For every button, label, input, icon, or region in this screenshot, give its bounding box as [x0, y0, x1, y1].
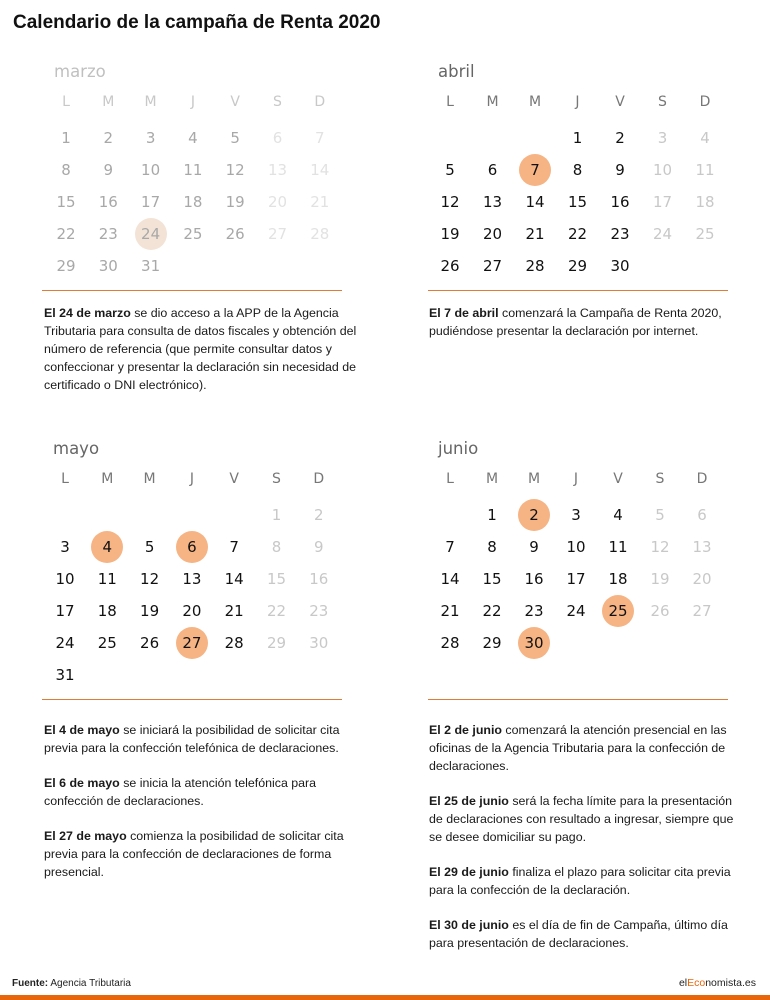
- brand-pre: el: [678, 977, 688, 989]
- event-note: [44, 827, 359, 881]
- calendar-day: 23: [98, 225, 118, 243]
- calendar-day-highlighted: 24: [141, 225, 161, 243]
- calendar-day-highlighted: 2: [529, 506, 539, 524]
- calendar-day: 9: [314, 538, 324, 556]
- month-divider: [42, 699, 342, 700]
- weekday-header: M: [486, 94, 499, 110]
- event-description: se iniciará la posibilidad de solicitar cita previa para la confección telefónica de declaraciones.: [44, 723, 340, 755]
- weekday-header: M: [101, 471, 114, 487]
- calendar-day: 31: [141, 257, 161, 275]
- calendar-day: 15: [567, 193, 588, 211]
- calendar-day: 26: [650, 602, 670, 620]
- calendar-day: 17: [141, 193, 161, 211]
- weekday-header: D: [699, 94, 711, 110]
- event-note: [429, 721, 744, 775]
- calendar-day: 4: [188, 129, 198, 147]
- event-date: El 25 de junio: [429, 794, 509, 808]
- calendar-day: 6: [272, 129, 283, 147]
- calendar-day: 25: [695, 225, 715, 243]
- calendar-day: 5: [655, 506, 665, 524]
- source-value: Agencia Tributaria: [50, 978, 131, 989]
- weekday-header: M: [143, 471, 156, 487]
- calendar-day: 5: [144, 538, 155, 556]
- calendar-day: 21: [310, 193, 330, 211]
- calendar-day: 8: [271, 538, 282, 556]
- calendar-day: 1: [487, 506, 497, 524]
- event-description: comenzará la atención presencial en las oficinas de la Agencia Tributaria para la confección de declaraciones.: [429, 723, 727, 773]
- calendar-day: 16: [610, 193, 630, 211]
- calendar-day-highlighted: 4: [102, 538, 113, 556]
- calendar-day: 14: [310, 161, 330, 179]
- weekday-header: V: [229, 471, 239, 487]
- calendar-day: 5: [230, 129, 240, 147]
- weekday-header: D: [314, 94, 326, 110]
- calendar-day: 25: [183, 225, 203, 243]
- weekday-header: S: [273, 94, 282, 110]
- calendar-day-highlighted: 27: [182, 634, 202, 652]
- calendar-day: 4: [700, 129, 710, 147]
- calendar-day-highlighted: 7: [530, 161, 540, 179]
- event-note: [44, 774, 359, 810]
- calendar-day: 23: [524, 602, 544, 620]
- weekday-header: J: [573, 471, 579, 487]
- calendar-day: 1: [572, 129, 583, 147]
- calendar-day: 30: [610, 257, 630, 275]
- calendar-day: 22: [56, 225, 76, 243]
- calendar-day: 8: [572, 161, 583, 179]
- calendar-day: 20: [267, 193, 288, 211]
- calendar-day: 18: [183, 193, 203, 211]
- calendar-day: 24: [566, 602, 586, 620]
- calendar-day: 19: [440, 225, 460, 243]
- calendar-day: 22: [482, 602, 502, 620]
- weekday-header: S: [658, 94, 667, 110]
- month-name-marzo: marzo: [54, 62, 106, 81]
- calendar-day: 27: [267, 225, 288, 243]
- calendar-day: 10: [566, 538, 586, 556]
- weekday-header: S: [655, 471, 665, 487]
- calendar-day: 21: [525, 225, 545, 243]
- weekday-header: L: [61, 471, 69, 487]
- calendar-day: 11: [608, 538, 628, 556]
- calendar-day: 11: [183, 161, 203, 179]
- calendar-day: 29: [567, 257, 588, 275]
- calendar-day: 11: [97, 570, 117, 588]
- weekday-header: S: [272, 471, 281, 487]
- weekday-header: J: [190, 94, 195, 110]
- calendar-day: 26: [225, 225, 245, 243]
- calendar-day: 13: [267, 161, 288, 179]
- calendar-day: 13: [182, 570, 202, 588]
- calendar-day: 27: [482, 257, 503, 275]
- event-description: finaliza el plazo para solicitar cita previa para la confección de la declaración.: [429, 865, 731, 897]
- calendar-day: 8: [487, 538, 497, 556]
- calendar-day: 22: [266, 602, 287, 620]
- event-description: comenzará la Campaña de Renta 2020, pudiéndose presentar la declaración por internet.: [429, 306, 722, 338]
- calendar-day: 14: [440, 570, 460, 588]
- calendar-day: 19: [140, 602, 160, 620]
- event-note: [429, 916, 744, 952]
- weekday-header: V: [230, 94, 240, 110]
- event-note: [429, 792, 744, 846]
- calendar-day: 23: [610, 225, 630, 243]
- weekday-header: J: [189, 471, 194, 487]
- event-date: El 7 de abril: [429, 306, 499, 320]
- calendar-day: 3: [60, 538, 70, 556]
- calendar-day: 2: [314, 506, 324, 524]
- calendar-day: 12: [650, 538, 670, 556]
- calendar-day: 19: [225, 193, 245, 211]
- calendar-day: 30: [98, 257, 118, 275]
- calendar-day: 18: [695, 193, 715, 211]
- calendar-day: 20: [182, 602, 202, 620]
- calendar-day: 29: [56, 257, 76, 275]
- calendar-day: 7: [445, 538, 455, 556]
- event-date: El 27 de mayo: [44, 829, 127, 843]
- calendar-day: 10: [141, 161, 161, 179]
- calendar-day: 16: [98, 193, 118, 211]
- calendar-day: 23: [309, 602, 329, 620]
- weekday-header: V: [613, 471, 623, 487]
- calendar-day: 29: [266, 634, 287, 652]
- calendar-day-highlighted: 25: [608, 602, 628, 620]
- calendar-day: 24: [652, 225, 673, 243]
- calendar-day: 3: [145, 129, 156, 147]
- calendar-day: 1: [61, 129, 71, 147]
- calendar-day: 22: [567, 225, 588, 243]
- calendar-day: 26: [440, 257, 460, 275]
- calendar-day: 31: [55, 666, 75, 684]
- calendar-day-highlighted: 30: [524, 634, 544, 652]
- calendar-day: 18: [97, 602, 117, 620]
- calendar-day: 15: [482, 570, 502, 588]
- calendar-day: 10: [55, 570, 75, 588]
- source-label: Fuente:: [12, 978, 49, 989]
- calendar-day: 12: [225, 161, 245, 179]
- event-description: se inicia la atención telefónica para confección de declaraciones.: [44, 776, 317, 808]
- weekday-header: D: [313, 471, 325, 487]
- calendar-day: 17: [55, 602, 75, 620]
- event-description: será la fecha límite para la presentación de declaraciones con resultado a ingresar, siempre que se desee domiciliar su pago.: [429, 794, 734, 844]
- page-title: Calendario de la campaña de Renta 2020: [13, 12, 381, 33]
- calendar-day: 4: [613, 506, 623, 524]
- calendar-day: 7: [229, 538, 239, 556]
- calendar-day: 7: [315, 129, 325, 147]
- event-description: comienza la posibilidad de solicitar cita previa para la confección de declaraciones de forma presencial.: [44, 829, 344, 879]
- calendar-day: 2: [615, 129, 625, 147]
- month-divider: [428, 290, 728, 291]
- weekday-header: M: [144, 94, 157, 110]
- calendar-day: 21: [440, 602, 460, 620]
- month-name-mayo: mayo: [53, 439, 100, 458]
- bottom-accent-bar: [0, 995, 770, 1000]
- calendar-day: 16: [524, 570, 544, 588]
- event-note: [429, 304, 744, 340]
- calendar-day: 8: [61, 161, 71, 179]
- calendar-day: 6: [697, 506, 707, 524]
- calendar-day: 2: [103, 129, 114, 147]
- event-description: es el día de fin de Campaña, último día para presentación de declaraciones.: [429, 918, 728, 950]
- event-date: El 2 de junio: [429, 723, 502, 737]
- calendar-day: 17: [566, 570, 586, 588]
- event-note: [44, 304, 359, 394]
- month-name-junio: junio: [438, 439, 479, 458]
- weekday-header: M: [485, 471, 499, 487]
- event-date: El 4 de mayo: [44, 723, 120, 737]
- event-date: El 30 de junio: [429, 918, 509, 932]
- calendar-day: 13: [482, 193, 503, 211]
- month-divider: [428, 699, 728, 700]
- calendar-day: 9: [529, 538, 539, 556]
- calendar-day: 28: [224, 634, 244, 652]
- event-note: [429, 863, 744, 899]
- calendar-day: 13: [692, 538, 712, 556]
- calendar-day: 12: [140, 570, 160, 588]
- calendar-day: 15: [56, 193, 76, 211]
- calendar-day: 28: [440, 634, 460, 652]
- brand-logo: [679, 977, 756, 989]
- source-footer: [12, 978, 131, 989]
- calendar-day: 6: [487, 161, 498, 179]
- calendar-day: 29: [482, 634, 502, 652]
- event-date: El 6 de mayo: [44, 776, 120, 790]
- calendar-day: 12: [440, 193, 460, 211]
- month-divider: [42, 290, 342, 291]
- weekday-header: M: [527, 471, 541, 487]
- calendar-day: 28: [310, 225, 330, 243]
- calendar-day: 3: [657, 129, 668, 147]
- calendar-day: 9: [615, 161, 625, 179]
- weekday-header: L: [62, 94, 70, 110]
- weekday-header: M: [528, 94, 542, 110]
- weekday-header: M: [102, 94, 115, 110]
- calendar-day: 26: [140, 634, 160, 652]
- calendar-day-highlighted: 6: [187, 538, 197, 556]
- calendar-day: 11: [695, 161, 715, 179]
- brand-post: nomista.es: [705, 977, 756, 989]
- calendar-day: 25: [97, 634, 117, 652]
- calendar-day: 18: [608, 570, 628, 588]
- event-note: [44, 721, 359, 757]
- calendar-day: 14: [525, 193, 545, 211]
- event-date: El 29 de junio: [429, 865, 509, 879]
- month-name-abril: abril: [438, 62, 475, 81]
- weekday-header: D: [696, 471, 708, 487]
- calendar-day: 28: [525, 257, 545, 275]
- brand-mid: Eco: [687, 977, 706, 989]
- weekday-header: L: [446, 94, 454, 110]
- event-date: El 24 de marzo: [44, 306, 131, 320]
- calendar-day: 10: [652, 161, 673, 179]
- weekday-header: J: [575, 94, 580, 110]
- calendar-day: 20: [482, 225, 503, 243]
- calendar-day: 19: [650, 570, 670, 588]
- calendar-day: 15: [266, 570, 287, 588]
- calendar-day: 9: [103, 161, 114, 179]
- calendar-day: 1: [271, 506, 282, 524]
- weekday-header: L: [446, 471, 454, 487]
- calendar-day: 30: [309, 634, 329, 652]
- calendar-day: 5: [445, 161, 455, 179]
- calendar-day: 3: [571, 506, 581, 524]
- weekday-header: V: [615, 94, 625, 110]
- calendar-day: 17: [652, 193, 673, 211]
- calendar-day: 16: [309, 570, 329, 588]
- calendar-day: 20: [692, 570, 712, 588]
- calendar-day: 14: [224, 570, 244, 588]
- calendar-day: 27: [692, 602, 712, 620]
- event-description: se dio acceso a la APP de la Agencia Tributaria para consulta de datos fiscales y obtención del número de referencia (que permite consultar datos y confeccionar y presentar la declaración sin necesidad de certificado o DNI electrónico).: [44, 306, 357, 392]
- calendar-day: 24: [55, 634, 75, 652]
- calendar-day: 21: [224, 602, 244, 620]
